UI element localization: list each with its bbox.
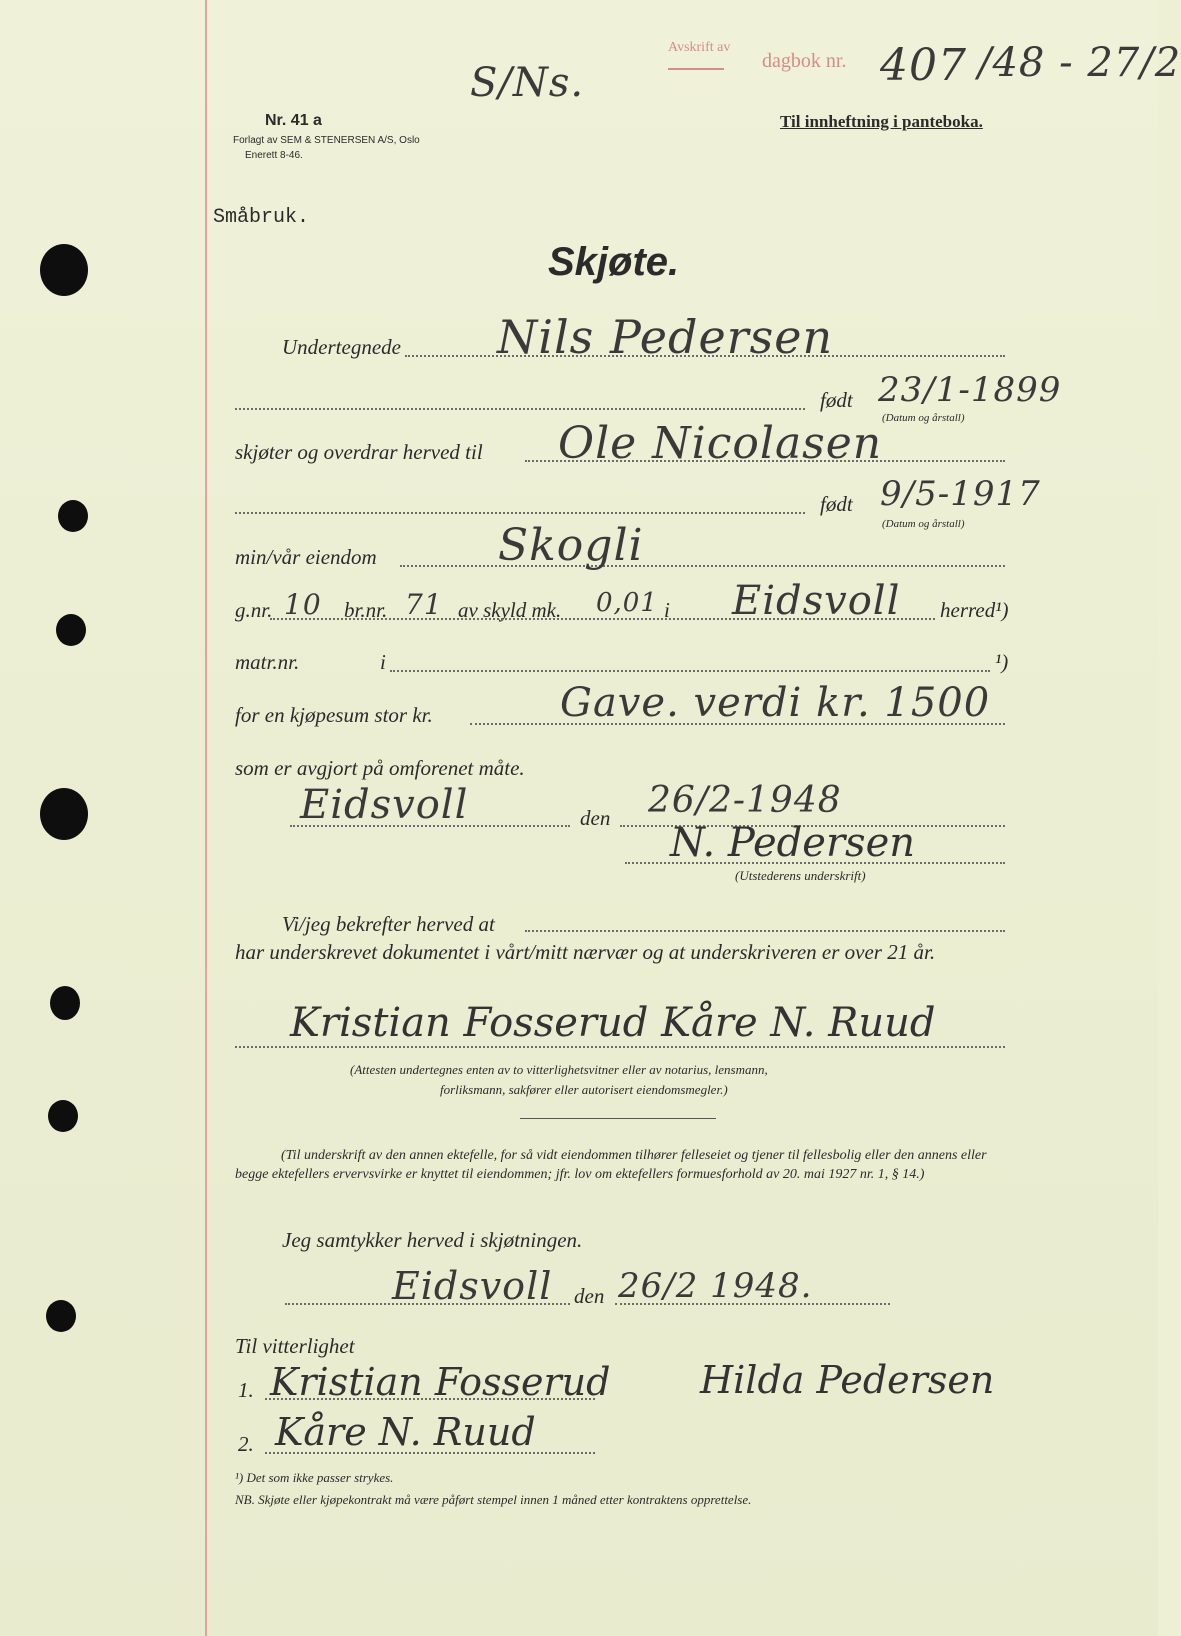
witness1-num: 1. <box>238 1378 254 1402</box>
witness-line-1: Vi/jeg bekrefter herved at <box>282 912 495 936</box>
eiendom-label: min/vår eiendom <box>235 545 377 569</box>
punch-hole <box>58 500 88 532</box>
punch-hole <box>48 1100 78 1132</box>
fodt-label: født <box>820 388 853 412</box>
witness-signatures: Kristian Fosserud Kåre N. Ruud <box>290 1000 936 1046</box>
gnr-line <box>270 618 935 620</box>
skyld-value: 0,01 <box>596 588 658 618</box>
consent-place-line <box>285 1303 570 1305</box>
herred-label: herred¹) <box>940 598 1009 622</box>
document-title: Skjøte. <box>548 240 680 284</box>
consent-date: 26/2 1948. <box>618 1266 813 1306</box>
witness-line-2: har underskrevet dokumentet i vårt/mitt nærvær og at underskriveren er over 21 år. <box>235 940 936 964</box>
witness-note-1: (Attesten undertegnes enten av to vitterlighetsvitner eller av notarius, lensmann, <box>350 1062 768 1077</box>
consent-place: Eidsvoll <box>392 1264 553 1308</box>
matr-i-label: i <box>380 650 386 674</box>
witness2-num: 2. <box>238 1432 254 1456</box>
consent-den-label: den <box>574 1284 605 1308</box>
property-line <box>400 565 1005 567</box>
clerk-initials: S/Ns. <box>470 60 585 106</box>
punch-hole <box>40 244 88 296</box>
kjopesum-value: Gave. verdi kr. 1500 <box>560 680 991 726</box>
witness-note-2: forliksmann, sakfører eller autorisert eiendomsmegler.) <box>440 1082 728 1097</box>
skyld-label: av skyld mk. <box>458 598 562 622</box>
grantee-born: 9/5-1917 <box>880 474 1041 514</box>
matr-line <box>390 670 990 672</box>
stamp-strike <box>668 68 724 70</box>
transfer-label: skjøter og overdrar herved til <box>235 440 483 464</box>
publisher-line-2: Enerett 8-46. <box>245 150 303 161</box>
matr-end: ¹) <box>995 650 1009 674</box>
filing-instruction: Til innheftning i panteboka. <box>780 112 983 131</box>
undertegnede-label: Undertegnede <box>282 335 401 359</box>
fodt-label-2: født <box>820 492 853 516</box>
gnr-label: g.nr. <box>235 598 273 622</box>
vitterlighet-label: Til vitterlighet <box>235 1334 355 1358</box>
footnote-nb: NB. Skjøte eller kjøpekontrakt må være påført stempel innen 1 måned etter kontraktens opprettelse. <box>235 1492 752 1507</box>
grantee-birth-line <box>235 512 805 514</box>
grantor-name: Nils Pedersen <box>497 310 834 364</box>
spouse-signature: Hilda Pedersen <box>700 1358 995 1402</box>
witness1-line <box>265 1398 595 1400</box>
deed-date: 26/2-1948 <box>648 780 842 821</box>
brnr-value: 71 <box>405 588 443 621</box>
witness1-signature: Kristian Fosserud <box>270 1360 611 1404</box>
consent-text: Jeg samtykker herved i skjøtningen. <box>282 1228 583 1252</box>
municipality: Eidsvoll <box>732 578 901 624</box>
grantor-birth-line <box>235 408 805 410</box>
punch-hole <box>46 1300 76 1332</box>
grantor-signature: N. Pedersen <box>670 820 916 866</box>
dagbok-stamp: dagbok nr. <box>762 50 847 72</box>
datum-caption-2: (Datum og årstall) <box>882 518 965 530</box>
i-label: i <box>664 598 670 622</box>
punch-hole <box>50 986 80 1020</box>
spouse-note: (Til underskrift av den annen ektefelle, for så vidt eiendommen tilhører felleseiet og tjener til fellesbolig eller den annens eller begge ektefellers ervervsvirke er knyttet til eiendommen; jfr. lov om ektefellers formuesforhold av 20. mai 1927 nr. 1, § 14.) <box>235 1148 987 1182</box>
witness-dotline <box>525 930 1005 932</box>
gnr-value: 10 <box>284 588 322 621</box>
den-label: den <box>580 806 611 830</box>
matr-label: matr.nr. <box>235 650 300 674</box>
signature-caption: (Utstederens underskrift) <box>735 868 866 883</box>
publisher-line: Forlagt av SEM & STENERSEN A/S, Oslo <box>233 135 420 146</box>
red-margin-line <box>205 0 207 1636</box>
divider <box>520 1118 716 1119</box>
witness-signature-line <box>235 1046 1005 1048</box>
avgjort-label: som er avgjort på omforenet måte. <box>235 756 525 780</box>
property-name: Skogli <box>498 520 644 571</box>
punch-hole <box>40 788 88 840</box>
brnr-label: br.nr. <box>344 598 388 622</box>
punch-hole <box>56 614 86 646</box>
witness2-line <box>265 1452 595 1454</box>
dagbok-suffix: /48 - 27/2 <box>978 40 1181 86</box>
witness2-signature: Kåre N. Ruud <box>275 1410 536 1454</box>
property-type-label: Småbruk. <box>213 206 310 229</box>
kjopesum-label: for en kjøpesum stor kr. <box>235 703 433 727</box>
place: Eidsvoll <box>300 782 469 828</box>
form-number: Nr. 41 a <box>265 112 322 129</box>
consent-date-line <box>615 1303 890 1305</box>
dagbok-number: 407 <box>880 40 967 91</box>
grantor-born: 23/1-1899 <box>878 370 1062 410</box>
datum-caption: (Datum og årstall) <box>882 412 965 424</box>
grantee-name: Ole Nicolasen <box>558 418 883 469</box>
avskrift-stamp: Avskrift av <box>668 40 731 55</box>
footnote-1: ¹) Det som ikke passer strykes. <box>235 1470 394 1485</box>
